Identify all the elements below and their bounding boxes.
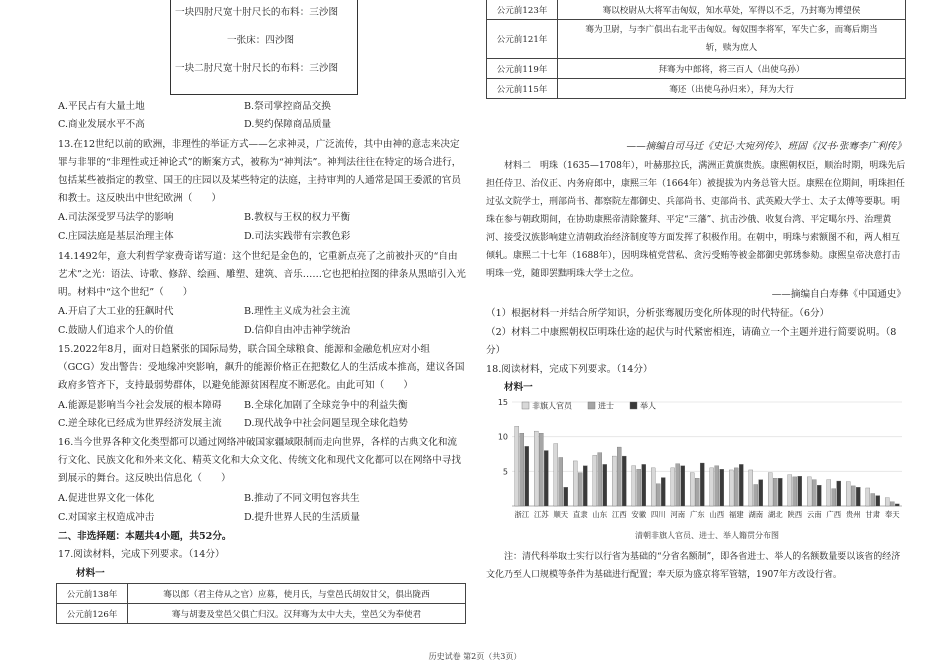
bar-jinshi — [812, 480, 816, 506]
x-tick-label: 广西 — [826, 510, 842, 519]
bar-jinshi — [851, 486, 855, 506]
q15-option-d[interactable]: D.现代战争中社会问题呈现全球化趋势 — [244, 418, 408, 429]
bar-juren — [622, 456, 626, 506]
bar-official — [846, 482, 850, 506]
bar-official — [651, 468, 655, 506]
bar-juren — [837, 481, 841, 506]
bar-juren — [564, 487, 568, 506]
table-row — [57, 604, 466, 624]
table-event: 骞以校尉从大将军击匈奴，知水草处，军得以不乏，乃封骞为博望侯 — [558, 0, 906, 20]
table-event: 骞与胡妻及堂邑父俱亡归汉。汉拜骞为太中大夫，堂邑父为奉使君 — [128, 604, 466, 624]
q12-option-c[interactable]: C.商业发展水平不高 — [58, 119, 145, 130]
bar-jinshi — [520, 433, 524, 506]
x-tick-label: 福建 — [728, 510, 744, 519]
table-row — [57, 584, 466, 604]
x-tick-label: 湖北 — [767, 510, 783, 519]
bar-official — [612, 456, 616, 506]
x-tick-label: 直隶 — [572, 510, 588, 519]
bar-jinshi — [695, 478, 699, 506]
q14-option-c[interactable]: C.鼓励人们追求个人的价值 — [58, 325, 174, 336]
y-tick-label: 5 — [502, 467, 508, 477]
bar-juren — [856, 487, 860, 506]
bar-official — [690, 473, 694, 506]
q12-option-a[interactable]: A.平民占有大量土地 — [58, 101, 145, 112]
q13-option-b[interactable]: B.教权与王权的权力平衡 — [244, 212, 351, 223]
q17-title: 17.阅读材料，完成下列要求。（14分） — [58, 549, 225, 560]
bar-juren — [739, 464, 743, 506]
page-footer: 历史试卷 第2页（共3页） — [428, 652, 522, 661]
q16-option-a[interactable]: A.促进世界文化一体化 — [58, 493, 155, 504]
q15-option-a[interactable]: A.能源是影响当今社会发展的根本障碍 — [58, 400, 222, 411]
q17-req1: （1）根据材料一并结合所学知识，分析张骞履历变化所体现的时代特征。（6分） — [486, 308, 830, 319]
q16-option-c[interactable]: C.对国家主权造成冲击 — [58, 512, 155, 523]
q12-material-box — [170, 0, 358, 95]
bar-juren — [895, 504, 899, 506]
table-year: 公元前126年 — [57, 604, 128, 624]
table-row — [487, 79, 906, 99]
bar-juren — [525, 446, 529, 506]
bar-jinshi — [637, 469, 641, 506]
chart-title: 清朝非旗人官员、进士、举人籍贯分布图 — [635, 531, 779, 540]
x-tick-label: 山东 — [592, 510, 608, 519]
q17-table-part1 — [56, 583, 466, 624]
bar-official — [807, 477, 811, 506]
legend-label: 进士 — [598, 401, 614, 411]
q14-text: 14.1492年，意大利哲学家费奇诺写道：这个世纪是金色的，它重新点亮了之前被扑灭的“自由艺术”之光：语法、诗歌、修辞、绘画、雕塑、建筑、音乐……它也把柏拉图的律条从黑暗引入光明。材料中“这个世纪”（ ） — [58, 251, 466, 298]
q13-text: 13.在12世纪以前的欧洲，非理性的举证方式——乞求神灵，广泛流传，其中由神的意志来决定罪与非罪的“非理性或迁神论式”的断案方式，被称为“神判法”。神判法往往在特定的场合进行，包括某些被指定的教堂、国王的庄园以及某些特定的法庭，主持审判的人通常是国王委派的官员和教士。这反映出中世纪欧洲（ ） — [58, 139, 462, 204]
bar-jinshi — [793, 477, 797, 506]
x-tick-label: 陕西 — [787, 510, 803, 519]
x-tick-label: 贵州 — [845, 510, 861, 519]
bar-official — [749, 470, 753, 506]
table-year: 公元前115年 — [487, 79, 558, 99]
q13-option-d[interactable]: D.司法实践带有宗教色彩 — [244, 231, 351, 242]
x-tick-label: 河南 — [670, 510, 686, 519]
table-row — [487, 59, 906, 79]
bar-jinshi — [715, 466, 719, 506]
bar-official — [768, 473, 772, 506]
bar-official — [593, 455, 597, 506]
bar-juren — [681, 466, 685, 506]
q18-material1-label: 材料一 — [504, 382, 533, 393]
bar-juren — [778, 478, 782, 506]
q17-req2: （2）材料二中康熙朝权臣明珠仕途的起伏与时代紧密相连，请确立一个主题并进行简要说明。（8分） — [486, 327, 897, 356]
q17-table-part2 — [486, 0, 906, 99]
legend-label: 举人 — [640, 401, 656, 411]
bar-official — [554, 444, 558, 506]
q15-option-c[interactable]: C.逆全球化已经成为世界经济发展主流 — [58, 418, 222, 429]
bar-jinshi — [656, 484, 660, 506]
bar-official — [515, 426, 519, 506]
bar-juren — [798, 476, 802, 506]
table-event: 骞为卫尉，与李广俱出右北平击匈奴。匈奴围李将军，军失亡多，而骞后期当斩，赎为庶人 — [558, 20, 906, 59]
q14-option-b[interactable]: B.理性主义成为社会主流 — [244, 306, 351, 317]
q18-note: 注：清代科举取士实行以行省为基础的“分省名额制”，即各省进士、举人的名额数量要以该省的经济文化乃至人口规模等条件为基础进行配置；奉天原为盛京将军管辖，1907年方改设行省。 — [486, 552, 901, 580]
bar-juren — [603, 464, 607, 506]
table-event: 拜骞为中郎将，将三百人（出使乌孙） — [558, 59, 906, 79]
bar-jinshi — [617, 447, 621, 506]
table-year: 公元前138年 — [57, 584, 128, 604]
bar-jinshi — [559, 457, 563, 506]
legend-label: 非旗人官员 — [532, 401, 572, 411]
table-row — [487, 0, 906, 20]
bar-juren — [642, 464, 646, 506]
q13-option-a[interactable]: A.司法深受罗马法学的影响 — [58, 212, 174, 223]
table-event: 骞还（出使乌孙归来），拜为大行 — [558, 79, 906, 99]
bar-jinshi — [578, 473, 582, 506]
q16-option-b[interactable]: B.推动了不同文明包容共生 — [244, 493, 360, 504]
q12-option-b[interactable]: B.祭司掌控商品交换 — [244, 101, 331, 112]
table-row — [487, 20, 906, 59]
q16-option-d[interactable]: D.提升世界人民的生活质量 — [244, 512, 360, 523]
bar-official — [885, 498, 889, 506]
bar-jinshi — [676, 464, 680, 506]
bar-juren — [759, 480, 763, 506]
q13-option-c[interactable]: C.庄园法庭是基层治理主体 — [58, 231, 174, 242]
q14-option-d[interactable]: D.信仰自由冲击神学统治 — [244, 325, 351, 336]
bar-juren — [700, 463, 704, 506]
bar-jinshi — [734, 468, 738, 506]
bar-juren — [720, 469, 724, 506]
bar-official — [710, 468, 714, 506]
bar-official — [788, 475, 792, 506]
table-year: 公元前123年 — [487, 0, 558, 20]
q18-title: 18.阅读材料，完成下列要求。（14分） — [486, 364, 653, 375]
bar-official — [866, 488, 870, 506]
bar-jinshi — [871, 494, 875, 506]
bar-jinshi — [832, 489, 836, 506]
x-tick-label: 四川 — [650, 510, 666, 519]
y-tick-label: 10 — [497, 432, 508, 442]
section-title: 二、非选择题：本题共4小题，共52分。 — [58, 531, 232, 542]
q14-option-a[interactable]: A.开启了大工业的狂飙时代 — [58, 306, 174, 317]
table-year: 公元前121年 — [487, 20, 558, 59]
legend-swatch — [588, 402, 595, 409]
x-tick-label: 顺天 — [553, 510, 569, 519]
y-tick-label: 15 — [497, 398, 508, 407]
x-tick-label: 山西 — [709, 510, 725, 519]
q17-material1-label: 材料一 — [76, 568, 105, 579]
box-line-3: 一块二肘尺宽十肘尺长的布料：三沙图 — [175, 63, 339, 74]
bar-juren — [661, 478, 665, 506]
bar-official — [534, 431, 538, 506]
q12-option-d[interactable]: D.契约保障商品质量 — [244, 119, 332, 130]
bar-official — [827, 480, 831, 506]
box-line-1: 一块四肘尺宽十肘尺长的布料：三沙图 — [175, 7, 339, 18]
bar-juren — [583, 466, 587, 506]
bar-jinshi — [598, 453, 602, 506]
source2: ——摘编自白寿彝《中国通史》 — [771, 289, 906, 300]
bar-jinshi — [890, 502, 894, 506]
x-tick-label: 云南 — [806, 510, 822, 519]
legend-swatch — [522, 402, 529, 409]
box-line-2: 一张床：四沙图 — [227, 35, 295, 46]
source1: ——摘编自司马迁《史记·大宛列传》、班固《汉书·张骞李广利传》 — [626, 141, 906, 152]
bar-official — [729, 470, 733, 506]
bar-jinshi — [754, 485, 758, 506]
bar-official — [632, 466, 636, 506]
x-tick-label: 江西 — [611, 510, 627, 519]
table-event: 骞以郎（君主侍从之官）应募，使月氏，与堂邑氏胡奴甘父，俱出陇西 — [128, 584, 466, 604]
bar-juren — [544, 451, 548, 506]
x-tick-label: 奉天 — [884, 510, 900, 519]
q17-material2: 材料二 明珠（1635—1708年），叶赫那拉氏，满洲正黄旗贵族。康熙朝权臣，顺治时期，明珠先后担任侍卫、治仪正、内务府郎中，康熙三年（1664年）被提拔为内务总管大臣。康熙在位期间，明珠担任过弘文院学士，刑部尚书、都察院左都御史、兵部尚书、吏部尚书、武英殿大学士、太子太傅等要职。明珠在参与朝政期间，在协助康熙帝清除鳌拜、平定“三藩”、抗击沙俄、收复台湾、平定噶尔丹、治理黄河、接受汉族影响建立清朝政治经济制度等方面发挥了积极作用。在朝中，明珠与索额图不和，两人相互倾轧。康熙二十七年（1688年），因明珠植党营私、贪污受贿等被金都御史郭琇参劾。康熙皇帝决意打击明珠一党，随即罢黜明珠大学士之位。 — [486, 161, 906, 279]
bar-juren — [817, 485, 821, 506]
bar-jinshi — [539, 433, 543, 506]
x-tick-label: 安徽 — [631, 510, 647, 519]
distribution-chart — [486, 398, 906, 544]
legend-swatch — [630, 402, 637, 409]
x-tick-label: 浙江 — [514, 510, 530, 519]
x-tick-label: 江苏 — [533, 510, 549, 519]
x-tick-label: 甘肃 — [865, 510, 881, 519]
q16-text: 16.当今世界各种文化类型都可以通过网络冲破国家疆域限制而走向世界，各样的古典文化和流行文化、民族文化和外来文化、精英文化和大众文化、传统文化和现代文化都可以在网络中寻找到展示的舞台。这反映出信息化（ ） — [58, 437, 461, 484]
table-year: 公元前119年 — [487, 59, 558, 79]
x-tick-label: 湖南 — [748, 510, 764, 519]
x-tick-label: 广东 — [689, 510, 705, 519]
bar-juren — [876, 496, 880, 506]
bar-jinshi — [773, 478, 777, 506]
q15-text: 15.2022年8月，面对日趋紧张的国际局势，联合国全球粮食、能源和金融危机应对小组（GCG）发出警告：受地缘冲突影响，飙升的能源价格正在把数亿人的生活成本推高，建议各国政府多管齐下，支持最弱势群体，以避免能源贫困程度不断恶化。由此可知（ ） — [58, 344, 465, 391]
bar-official — [671, 468, 675, 506]
bar-official — [573, 461, 577, 506]
q15-option-b[interactable]: B.全球化加剧了全球竞争中的利益失衡 — [244, 400, 408, 411]
